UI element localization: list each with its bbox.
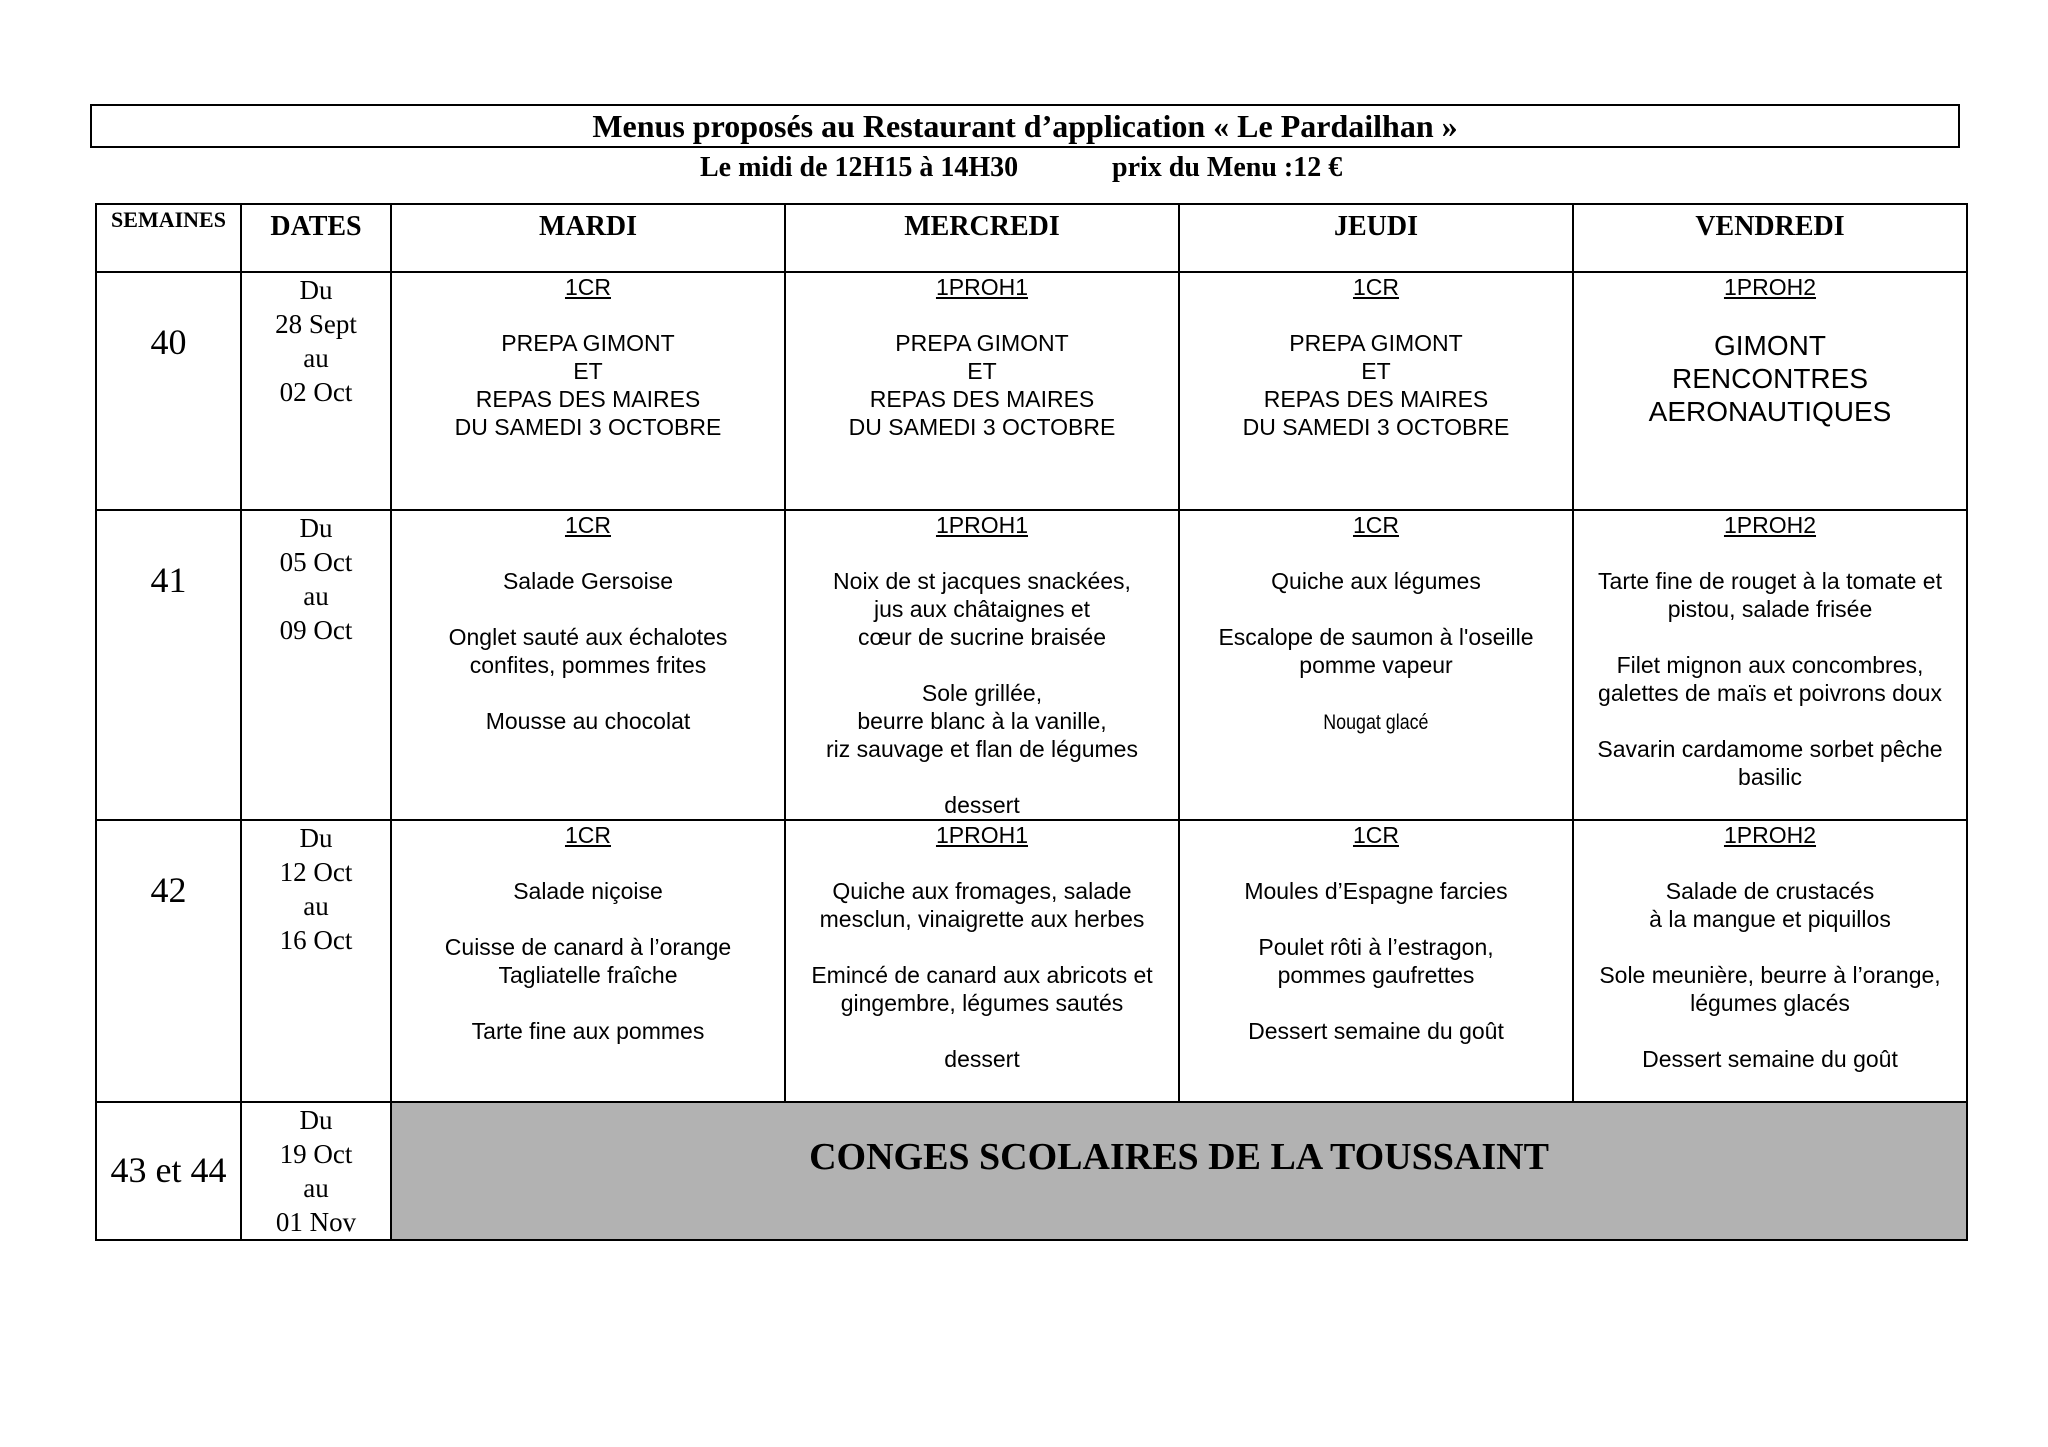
menu-item: Onglet sauté aux échalotes confites, pommes frites [448, 624, 728, 678]
col-header-semaines: SEMAINES [96, 204, 241, 272]
header-row [96, 204, 1967, 272]
menu-item: Mousse au chocolat [485, 708, 691, 734]
col-header-jeudi: JEUDI [1179, 204, 1573, 272]
menu-cell-vendredi [1573, 272, 1967, 510]
table-row [96, 1102, 1967, 1240]
menu-item: Filet mignon aux concombres, galettes de maïs et poivrons doux [1598, 652, 1942, 706]
menu-item: Sole meunière, beurre à l’orange, légumes glacés [1599, 962, 1941, 1016]
menu-item: Salade Gersoise [502, 568, 674, 594]
col-header-vendredi: VENDREDI [1573, 204, 1967, 272]
menu-item: PREPA GIMONT ET REPAS DES MAIRES DU SAMEDI 3 OCTOBRE [454, 330, 722, 440]
menu-item: Dessert semaine du goût [1642, 1046, 1898, 1072]
date-range: Du 12 Oct au 16 Oct [241, 820, 391, 1102]
col-header-dates: DATES [241, 204, 391, 272]
menu-cell-mardi [391, 510, 785, 820]
menu-item: Dessert semaine du goût [1248, 1018, 1504, 1044]
menu-item: GIMONT RENCONTRES AERONAUTIQUES [1648, 330, 1892, 427]
menu-item: Salade niçoise [513, 878, 663, 904]
menu-item: Moules d’Espagne farcies [1244, 878, 1508, 904]
class-code: 1PROH1 [935, 274, 1029, 300]
class-code: 1PROH1 [935, 822, 1029, 848]
page-title: Menus proposés au Restaurant d’application « Le Pardailhan » [90, 104, 1960, 148]
menu-item: Cuisse de canard à l’orange Tagliatelle fraîche [444, 934, 732, 988]
menu-item: PREPA GIMONT ET REPAS DES MAIRES DU SAMEDI 3 OCTOBRE [848, 330, 1116, 440]
table-row [96, 820, 1967, 1102]
week-number: 41 [96, 510, 241, 820]
date-range: Du 19 Oct au 01 Nov [241, 1102, 391, 1240]
menu-item: Quiche aux fromages, salade mesclun, vinaigrette aux herbes [819, 878, 1145, 932]
menu-item: Quiche aux légumes [1271, 568, 1481, 594]
col-header-mercredi: MERCREDI [785, 204, 1179, 272]
holiday-banner: CONGES SCOLAIRES DE LA TOUSSAINT [391, 1102, 1967, 1240]
week-number: 43 et 44 [96, 1102, 241, 1240]
menu-item: Noix de st jacques snackées, jus aux châtaignes et cœur de sucrine braisée [833, 568, 1131, 650]
class-code: 1CR [1352, 512, 1399, 538]
menu-price: prix du Menu :12 € [1112, 152, 1343, 183]
opening-hours: Le midi de 12H15 à 14H30 [700, 152, 1019, 183]
class-code: 1CR [564, 822, 611, 848]
menu-cell-vendredi [1573, 510, 1967, 820]
menu-cell-mardi [391, 820, 785, 1102]
class-code: 1PROH2 [1723, 274, 1817, 300]
class-code: 1CR [564, 274, 611, 300]
week-number: 42 [96, 820, 241, 1102]
class-code: 1CR [1352, 822, 1399, 848]
menu-item: dessert [944, 1046, 1020, 1072]
menu-cell-mercredi [785, 820, 1179, 1102]
menu-cell-jeudi [1179, 272, 1573, 510]
date-range: Du 28 Sept au 02 Oct [241, 272, 391, 510]
menu-item: Tarte fine aux pommes [471, 1018, 705, 1044]
table-row [96, 510, 1967, 820]
menu-cell-mercredi [785, 272, 1179, 510]
class-code: 1CR [1352, 274, 1399, 300]
menu-item: Tarte fine de rouget à la tomate et pistou, salade frisée [1598, 568, 1942, 622]
col-header-mardi: MARDI [391, 204, 785, 272]
menu-cell-jeudi [1179, 510, 1573, 820]
week-number: 40 [96, 272, 241, 510]
menu-item: Sole grillée, beurre blanc à la vanille, riz sauvage et flan de légumes [826, 680, 1138, 762]
menu-item: Escalope de saumon à l'oseille pomme vapeur [1218, 624, 1534, 678]
class-code: 1CR [564, 512, 611, 538]
menu-item: Savarin cardamome sorbet pêche basilic [1597, 736, 1943, 790]
menu-item: Emincé de canard aux abricots et gingembre, légumes sautés [811, 962, 1153, 1016]
menu-cell-mercredi [785, 510, 1179, 820]
menu-item: dessert [944, 792, 1020, 818]
menu-table [95, 203, 1968, 1241]
table-row [96, 272, 1967, 510]
menu-item: Poulet rôti à l’estragon, pommes gaufrettes [1258, 934, 1494, 988]
class-code: 1PROH2 [1723, 512, 1817, 538]
subtitle [700, 150, 1400, 190]
menu-item: Nougat glacé [1323, 711, 1429, 734]
menu-cell-mardi [391, 272, 785, 510]
class-code: 1PROH1 [935, 512, 1029, 538]
menu-item: Salade de crustacés à la mangue et piquillos [1649, 878, 1891, 932]
menu-cell-vendredi [1573, 820, 1967, 1102]
date-range: Du 05 Oct au 09 Oct [241, 510, 391, 820]
menu-item: PREPA GIMONT ET REPAS DES MAIRES DU SAMEDI 3 OCTOBRE [1242, 330, 1510, 440]
menu-cell-jeudi [1179, 820, 1573, 1102]
class-code: 1PROH2 [1723, 822, 1817, 848]
